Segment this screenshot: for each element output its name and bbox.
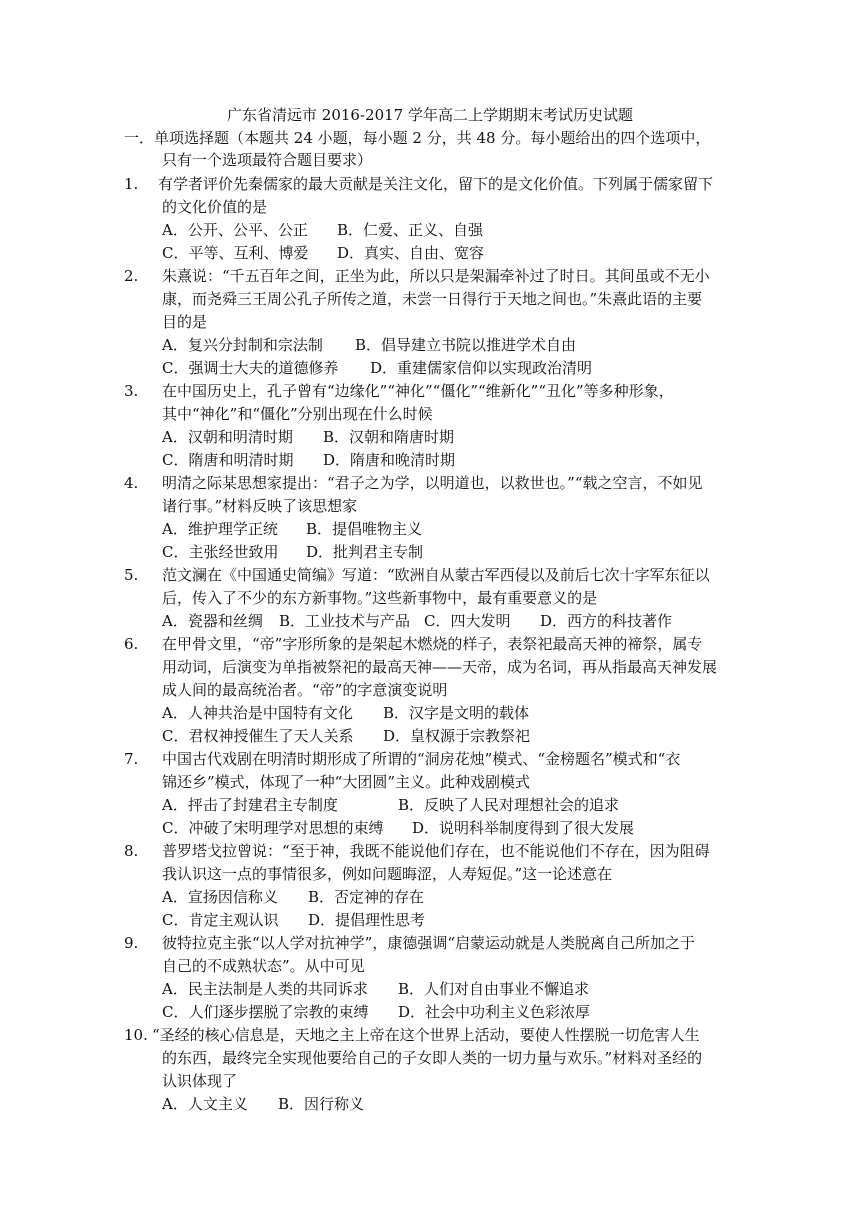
page-title: 广东省清远市 2016-2017 学年高二上学期期末考试历史试题 [227, 106, 633, 124]
question-text: 成人间的最高统治者。“帝”的字意演变说明 [162, 681, 448, 699]
option-c: C．隋唐和明清时期 [162, 451, 294, 469]
question-number: 10. [124, 1026, 148, 1044]
option-b: B．人们对自由事业不懈追求 [398, 980, 590, 998]
question-text: 后，传入了不少的东方新事物。”这些新事物中，最有重要意义的是 [162, 589, 598, 607]
question-number: 6. [124, 635, 139, 653]
question-text: 的东西，最终完全实现他要给自己的子女即人类的一切力量与欢乐。”材料对圣经的 [162, 1049, 703, 1067]
question-text: 朱熹说：“千五百年之间，正坐为此，所以只是架漏牵补过了时日。其间虽或不无小 [162, 267, 710, 285]
option-d: D．西方的科技著作 [540, 612, 673, 630]
question-text: 我认识这一点的事情很多，例如问题晦涩，人寿短促。”这一论述意在 [162, 865, 613, 883]
question-text: 认识体现了 [162, 1072, 238, 1090]
option-c: C．人们逐步摆脱了宗教的束缚 [162, 1003, 369, 1021]
option-b: B．反映了人民对理想社会的追求 [398, 796, 620, 814]
option-c: C．肯定主观认识 [162, 911, 279, 929]
option-d: D．说明科举制度得到了很大发展 [412, 819, 635, 837]
option-d: D．皇权源于宗教祭祀 [383, 727, 531, 745]
question-text: 康，而尧舜三王周公孔子所传之道，未尝一日得行于天地之间也。”朱熹此语的主要 [162, 290, 703, 308]
question-text: 范文澜在《中国通史简编》写道：“欧洲自从蒙古军西侵以及前后七次十字军东征以 [162, 566, 710, 584]
question-text: 诸行事。”材料反映了该思想家 [162, 497, 358, 515]
question-number: 7. [124, 750, 139, 768]
option-b: B．汉朝和隋唐时期 [323, 428, 455, 446]
option-a: A．公开、公平、公正 [162, 221, 308, 239]
option-d: D．社会中功利主义色彩浓厚 [398, 1003, 591, 1021]
option-a: A．人文主义 [162, 1095, 248, 1113]
option-c: C．平等、互利、博爱 [162, 244, 309, 262]
option-c: C．强调士大夫的道德修养 [162, 359, 339, 377]
question-text: 其中“神化”和“僵化”分别出现在什么时候 [162, 405, 433, 423]
question-text: 明清之际某思想家提出：“君子之为学，以明道也，以救世也。”“载之空言，不如见 [162, 474, 703, 492]
question-text: 在中国历史上，孔子曾有“边缘化”“神化”“僵化”“维新化”“丑化”等多种形象， [162, 382, 674, 400]
option-b: B．提倡唯物主义 [306, 520, 423, 538]
option-a: A．维护理学正统 [162, 520, 278, 538]
option-a: A．瓷器和丝绸 [162, 612, 263, 630]
option-a: A．民主法制是人类的共同诉求 [162, 980, 368, 998]
question-number: 8. [124, 842, 139, 860]
option-c: C．主张经世致用 [162, 543, 279, 561]
option-b: B．仁爱、正义、自强 [337, 221, 484, 239]
section-heading: 一．单项选择题（本题共 24 小题，每小题 2 分，共 48 分。每小题给出的四个选项中， [124, 129, 711, 147]
question-text: “圣经的核心信息是，天地之主上帝在这个世界上活动，要使人性摆脱一切危害人生 [152, 1026, 700, 1044]
option-b: B．汉字是文明的载体 [383, 704, 530, 722]
question-number: 9. [124, 934, 139, 952]
question-text: 目的是 [162, 313, 208, 331]
question-number: 1. [124, 175, 139, 193]
option-c: C．君权神授催生了天人关系 [162, 727, 354, 745]
option-b: B．倡导建立书院以推进学术自由 [355, 336, 577, 354]
question-text: 普罗塔戈拉曾说：“至于神，我既不能说他们存在，也不能说他们不存在，因为阻碍 [162, 842, 710, 860]
question-text: 在甲骨文里，“帝”字形所象的是架起木燃烧的样子，表祭祀最高天神的禘祭，属专 [162, 635, 703, 653]
question-text: 用动词，后演变为单指被祭祀的最高天神——天帝，成为名词，再从指最高天神发展 [162, 658, 718, 676]
option-a: A．复兴分封制和宗法制 [162, 336, 323, 354]
question-text: 彼特拉克主张“以人学对抗神学”，康德强调“启蒙运动就是人类脱离自己所加之于 [162, 934, 696, 952]
question-number: 2. [124, 267, 139, 285]
option-d: D．隋唐和晚清时期 [323, 451, 456, 469]
question-text: 中国古代戏剧在明清时期形成了所谓的“洞房花烛”模式、“金榜题名”模式和“衣 [162, 750, 681, 768]
option-d: D．真实、自由、宽容 [337, 244, 485, 262]
option-a: A．宣扬因信称义 [162, 888, 278, 906]
option-c: C．四大发明 [424, 612, 511, 630]
option-b: B．工业技术与产品 [279, 612, 411, 630]
question-number: 4. [124, 474, 139, 492]
section-heading-cont: 只有一个选项最符合题目要求） [162, 151, 373, 169]
option-a: A．抨击了封建君主专制度 [162, 796, 338, 814]
question-text: 有学者评价先秦儒家的最大贡献是关注文化，留下的是文化价值。下列属于儒家留下 [158, 175, 714, 193]
question-number: 3. [124, 382, 139, 400]
option-c: C．冲破了宋明理学对思想的束缚 [162, 819, 384, 837]
question-number: 5. [124, 566, 139, 584]
option-d: D．提倡理性思考 [308, 911, 426, 929]
question-text: 自己的不成熟状态”。从中可见 [162, 957, 365, 975]
option-d: D．批判君主专制 [306, 543, 424, 561]
option-d: D．重建儒家信仰以实现政治清明 [370, 359, 593, 377]
option-a: A．人神共治是中国特有文化 [162, 704, 353, 722]
option-a: A．汉朝和明清时期 [162, 428, 293, 446]
option-b: B．因行称义 [278, 1095, 365, 1113]
question-text: 的文化价值的是 [162, 198, 268, 216]
option-b: B．否定神的存在 [308, 888, 425, 906]
question-text: 锦还乡”模式，体现了一种“大团圆”主义。此种戏剧模式 [162, 773, 531, 791]
